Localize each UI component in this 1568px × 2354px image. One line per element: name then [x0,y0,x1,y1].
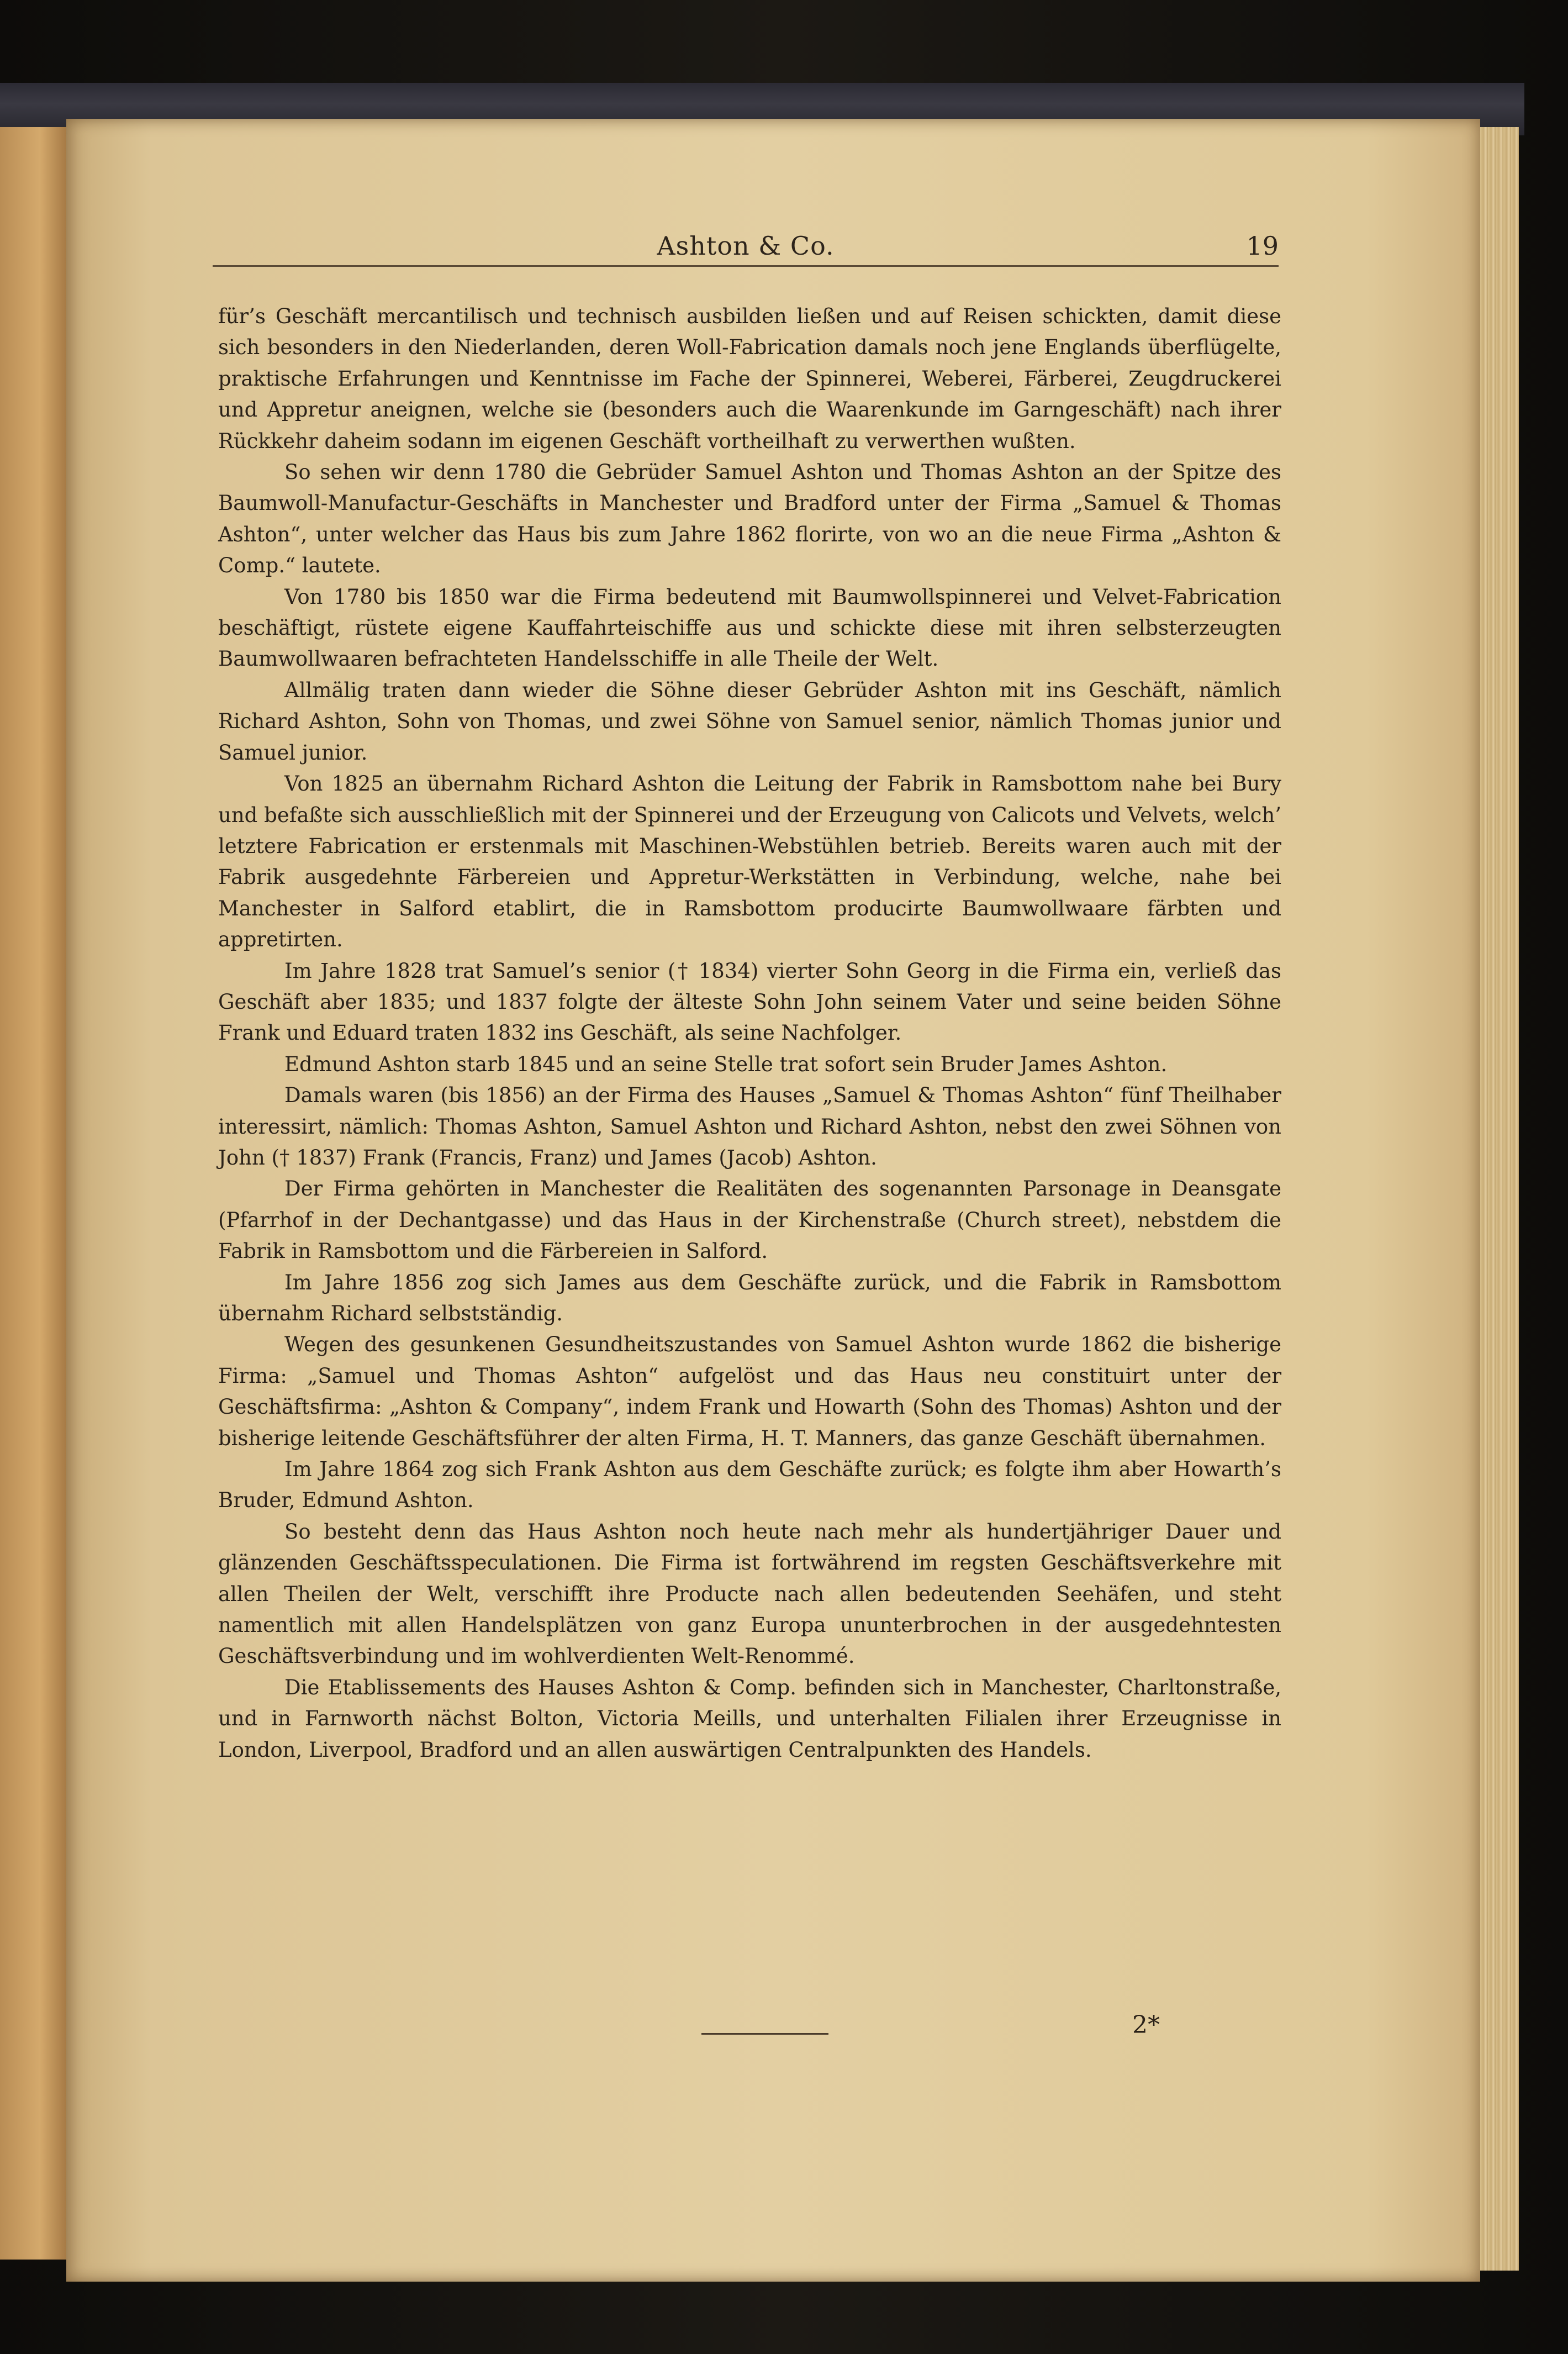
paragraph: Der Firma gehörten in Manchester die Realitäten des sogenannten Parsonage in Deansgate (Pfarrhof in der Dechantgasse) und das Haus in der Kirchenstraße (Church street), nebstdem die Fabrik in Ramsbottom und die Färbereien in Salford. [218,1177,1281,1263]
page-number: 19 [1246,231,1279,261]
signature-mark: 2* [1132,2011,1160,2039]
body-text [218,301,1281,1766]
running-title: Ashton & Co. [657,231,835,261]
footer-rule [701,2033,828,2035]
paragraph: Von 1780 bis 1850 war die Firma bedeutend mit Baumwollspinnerei und Velvet-Fabrication beschäftigt, rüstete eigene Kauffahrteischiffe aus und schickte diese mit ihren selbsterzeugten Baumwollwaaren befrachteten Handelsschiffe in alle Theile der Welt. [218,584,1281,671]
paragraph: Allmälig traten dann wieder die Söhne dieser Gebrüder Ashton mit ins Geschäft, nämlich Richard Ashton, Sohn von Thomas, und zwei Söhne von Samuel senior, nämlich Thomas junior und Samuel junior. [218,678,1281,765]
page-header [213,227,1279,267]
page-stack-edges [1480,127,1519,2271]
paragraph: Die Etablissements des Hauses Ashton & Comp. befinden sich in Manchester, Charltonstraße, und in Farnworth nächst Bolton, Victoria Meills, und unterhalten Filialen ihrer Erzeugnisse in London, Liverpool, Bradford und an allen auswärtigen Centralpunkten des Handels. [218,1675,1281,1762]
paragraph: So besteht denn das Haus Ashton noch heute nach mehr als hundertjähriger Dauer und glänzenden Geschäftsspeculationen. Die Firma ist fortwährend im regsten Geschäftsverkehre mit allen Theilen der Welt, verschifft ihre Producte nach allen bedeutenden Seehäfen, und steht namentlich mit allen Handelsplätzen von ganz Europa ununterbrochen in der ausgedehntesten Geschäftsverbindung und im wohlverdienten Welt-Renommé. [218,1519,1281,1668]
paragraph: für’s Geschäft mercantilisch und technisch ausbilden ließen und auf Reisen schickten, damit diese sich besonders in den Niederlanden, deren Woll-Fabrication damals noch jene Englands überflügelte, praktische Erfahrungen und Kenntnisse im Fache der Spinnerei, Weberei, Färberei, Zeugdruckerei und Appretur aneignen, welche sie (besonders auch die Waarenkunde im Garngeschäft) nach ihrer Rückkehr daheim sodann im eigenen Geschäft vortheilhaft zu verwerthen wußten. [218,304,1281,453]
paragraph: Im Jahre 1856 zog sich James aus dem Geschäfte zurück, und die Fabrik in Ramsbottom übernahm Richard selbstständig. [218,1270,1281,1325]
paragraph: Edmund Ashton starb 1845 und an seine Stelle trat sofort sein Bruder James Ashton. [284,1052,1168,1076]
paragraph: Von 1825 an übernahm Richard Ashton die Leitung der Fabrik in Ramsbottom nahe bei Bury und befaßte sich ausschließlich mit der Spinnerei und der Erzeugung von Calicots und Velvets, welch’ letztere Fabrication er erstenmals mit Maschinen-Webstühlen betrieb. Bereits waren auch mit der Fabrik ausgedehnte Färbereien und Appretur-Werkstätten in Verbindung, welche, nahe bei Manchester in Salford etablirt, die in Ramsbottom producirte Baumwollwaare färbten und appretirten. [218,772,1281,952]
paragraph: Damals waren (bis 1856) an der Firma des Hauses „Samuel & Thomas Ashton“ fünf Theilhaber interessirt, nämlich: Thomas Ashton, Samuel Ashton und Richard Ashton, nebst den zwei Söhnen von John († 1837) Frank (Francis, Franz) und James (Jacob) Ashton. [218,1083,1281,1170]
paragraph: Wegen des gesunkenen Gesundheitszustandes von Samuel Ashton wurde 1862 die bisherige Firma: „Samuel und Thomas Ashton“ aufgelöst und das Haus neu constituirt unter der Geschäftsfirma: „Ashton & Company“, indem Frank und Howarth (Sohn des Thomas) Ashton und der bisherige leitende Geschäftsführer der alten Firma, H. T. Manners, das ganze Geschäft übernahmen. [218,1333,1281,1450]
paragraph: Im Jahre 1864 zog sich Frank Ashton aus dem Geschäfte zurück; es folgte ihm aber Howarth’s Bruder, Edmund Ashton. [218,1457,1281,1513]
paragraph: Im Jahre 1828 trat Samuel’s senior († 1834) vierter Sohn Georg in die Firma ein, verließ das Geschäft aber 1835; und 1837 folgte der älteste Sohn John seinem Vater und seine beiden Söhne Frank und Eduard traten 1832 ins Geschäft, als seine Nachfolger. [218,959,1281,1045]
paragraph: So sehen wir denn 1780 die Gebrüder Samuel Ashton und Thomas Ashton an der Spitze des Baumwoll-Manufactur-Geschäfts in Manchester und Bradford unter der Firma „Samuel & Thomas Ashton“, unter welcher das Haus bis zum Jahre 1862 florirte, von wo an die neue Firma „Ashton & Comp.“ lautete. [218,460,1281,578]
left-page-edge [0,127,66,2260]
